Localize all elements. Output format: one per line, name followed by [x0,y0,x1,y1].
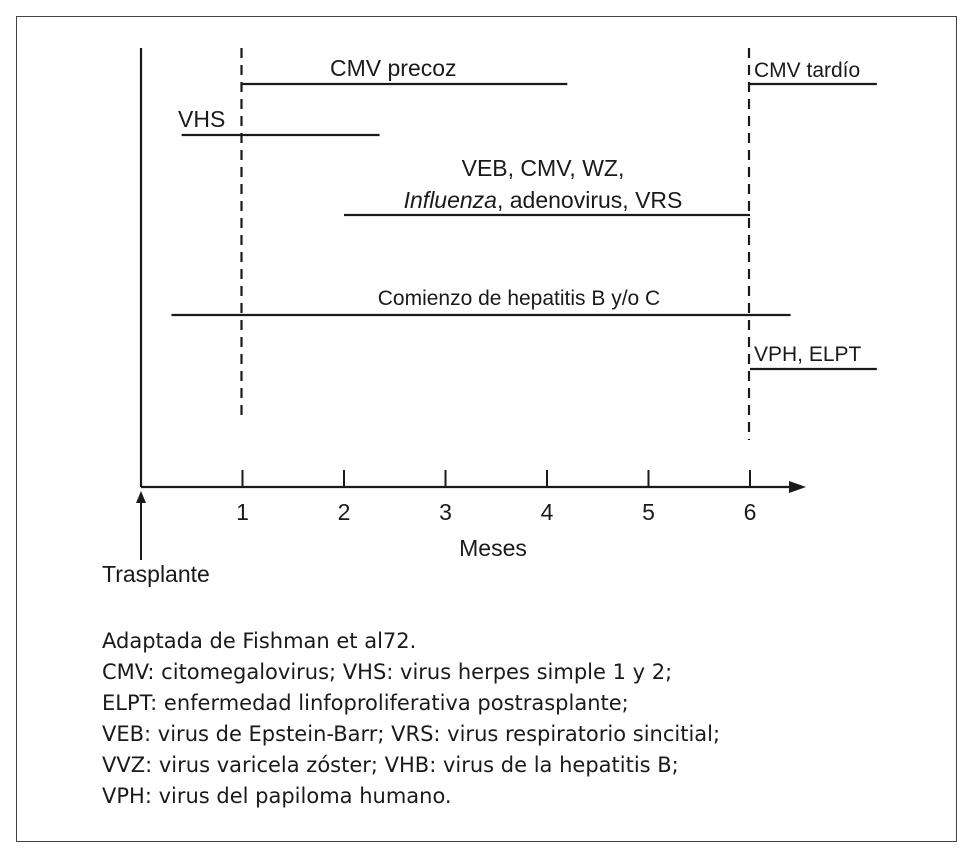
x-tick-label-2: 2 [337,499,351,525]
x-tick-label-4: 4 [540,499,554,525]
label-veb-line1: VEB, CMV, WZ, [461,155,625,181]
label-veb-line2 [404,187,683,213]
label-vhs: VHS [178,106,226,132]
label-hepatitis: Comienzo de hepatitis B y/o C [377,287,661,310]
label-vph-elpt: VPH, ELPT [754,343,862,366]
label-cmv-tardio: CMV tardío [754,59,861,82]
caption-line: VVZ: virus varicela zóster; VHB: virus de la hepatitis B; [102,753,679,777]
caption-line: VEB: virus de Epstein-Barr; VRS: virus respiratorio sincitial; [102,722,721,746]
caption-line: Adaptada de Fishman et al72. [102,629,417,653]
caption-line: CMV: citomegalovirus; VHS: virus herpes simple 1 y 2; [102,660,673,684]
x-axis-arrowhead [789,481,806,493]
x-ticks [236,470,756,525]
label-veb-line2-rest: , adenovirus, VRS [496,187,683,213]
period-markers [242,48,750,440]
transplant-label: Trasplante [102,561,210,587]
x-tick-label-3: 3 [439,499,452,525]
label-influenza: Influenza [403,187,497,213]
intervals [171,55,876,369]
x-tick-label-6: 6 [743,499,757,525]
figure-caption [102,626,720,812]
x-tick-label-5: 5 [642,499,655,525]
transplant-arrow-head [136,491,146,503]
x-tick-label-1: 1 [236,499,249,525]
caption-line: ELPT: enfermedad linfoproliferativa postrasplante; [102,691,629,715]
caption-line: VPH: virus del papiloma humano. [102,784,452,808]
label-cmv-precoz: CMV precoz [330,55,457,81]
x-axis-label: Meses [459,535,527,561]
